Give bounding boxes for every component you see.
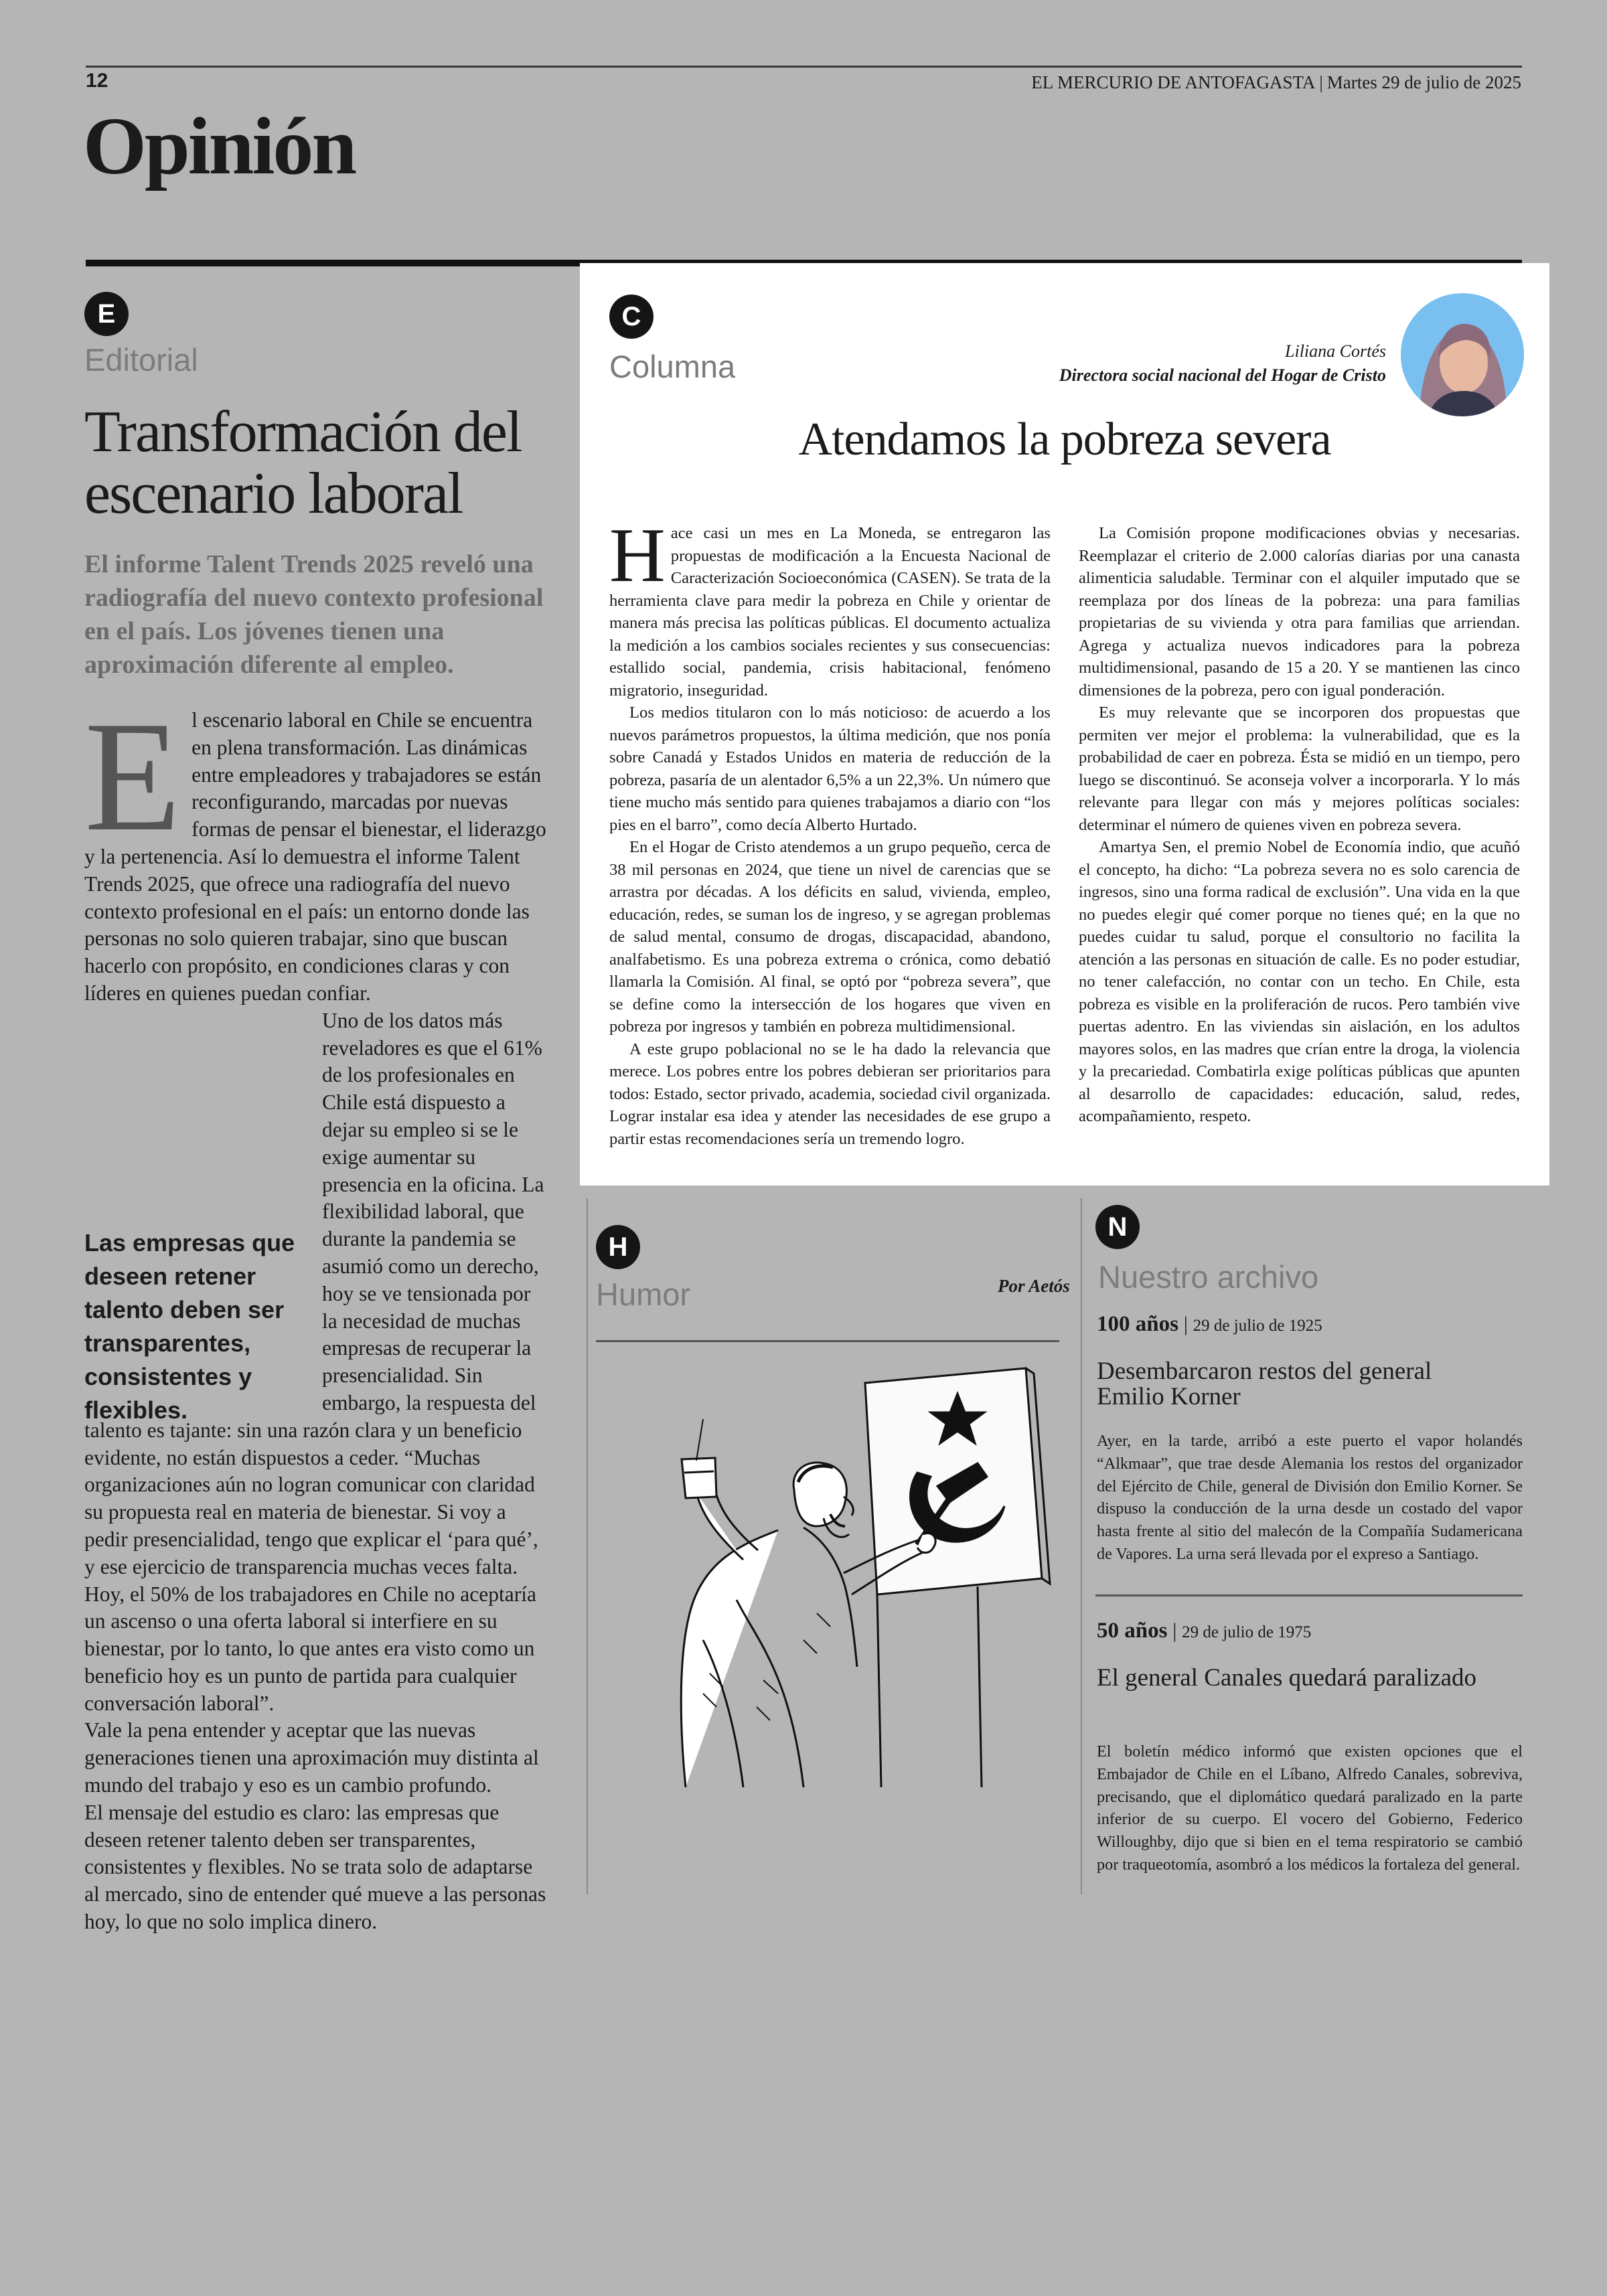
archive-badge: N [1095, 1205, 1140, 1249]
humor-badge: H [596, 1225, 640, 1269]
editorial-paragraph: El mensaje del estudio es claro: las empresas que deseen retener talento deben ser transparentes, consistentes y flexibles. No se trata solo de adaptarse al mercado, sino de entender qué mueve a las personas hoy, lo que no solo implica dinero. [84, 1800, 546, 1934]
cartoon-illustration-icon [603, 1359, 1058, 1787]
column-paragraph: Amartya Sen, el premio Nobel de Economía indio, que acuñó el concepto, ha dicho: “La pobreza severa no es solo carencia de ingresos, sino una forma radical de exclusión”. Una vida en la que no puedes elegir qué comer porque no tienes qué; en la que no puedes cuidar tu salud, porque el consultorio no facilita la atención a las personas en situación de calle. Es no poder estudiar, no tener calefacción, no contar con un techo. En Chile, esta pobreza es visible en la proliferación de rucos. Pero también vive puertas adentro. En las viviendas sin aislación, en los adultos mayores solos, en las madres que crían entre la droga, la violencia y la precariedad. Combatirla exige políticas públicas que apunten al desarrollo de capacidades: educación, salud, redes, acompañamiento, respeto. [1079, 838, 1520, 1125]
humor-kicker: Humor [596, 1277, 691, 1312]
author-portrait-icon [1401, 293, 1524, 416]
editorial-lead: El informe Talent Trends 2025 reveló una radiografía del nuevo contexto profesional en el país. Los jóvenes tienen una aproximación diferente al empleo. [84, 550, 544, 679]
author-role: Directora social nacional del Hogar de Cristo [1059, 365, 1386, 385]
archive-rule [1095, 1594, 1523, 1596]
archive-item-heading: 100 años | 29 de julio de 1925 [1097, 1312, 1322, 1336]
author-photo [1401, 293, 1524, 416]
newspaper-name: EL MERCURIO DE ANTOFAGASTA [1031, 72, 1316, 92]
editorial-paragraph: Uno de los datos más reveladores es que el 61% de los profesionales en Chile está dispuesto a dejar su empleo si se le exige aumentar su presencia en la oficina. La flexibilidad laboral, que durante la pandemia se asumió como un derecho, hoy se ve tensionada por la necesidad de muchas empresas de recuperar la presencialidad. Sin embargo, la respuesta del talento es tajante: sin una razón clara y un beneficio evidente, no están dispuestos a ceder. “Muchas organizaciones aún no logran comunicar con claridad su propuesta real en materia de bienestar. Si voy a pedir presencialidad, tengo que explicar el ‘para qué’, y ese ejercicio de transparencia muchas veces falta. Hoy, el 50% de los trabajadores en Chile no aceptaría un ascenso o una oferta laboral si interfiere en su bienestar, por lo tanto, lo que antes era visto como un beneficio hoy es un punto de partida para cualquier conversación laboral”. [84, 1008, 544, 1715]
masthead-separator: | [1319, 72, 1323, 92]
column-paragraph: La Comisión propone modificaciones obvias y necesarias. Reemplazar el criterio de 2.000 calorías diarias por una canasta alimenticia saludable. Terminar con el alquiler imputado que se reemplaza por dos líneas de la pobreza: una para familias propietarias de su vivienda y otra para familias que arriendan. Agrega y actualiza nuevos indicadores para la pobreza multidimensional, pasando de 15 a 20. Y se mantienen las cinco dimensiones de la pobreza, pero con igual ponderación. [1079, 524, 1520, 700]
archive-kicker: Nuestro archivo [1098, 1259, 1319, 1295]
editorial-paragraph: Vale la pena entender y aceptar que las nuevas generaciones tienen una aproximación muy distinta al mundo del trabajo y eso es un cambio profundo. [84, 1718, 539, 1797]
column-paragraph: A este grupo poblacional no se le ha dado la relevancia que merece. Los pobres entre los pobres debieran ser prioritarios para todos: Estado, sector privado, academia, sociedad civil organizada. Lograr instalar esa idea y atender las necesidades de ese grupo a partir estas recomendaciones sería un tremendo logro. [609, 1040, 1051, 1148]
archive-years: 100 años [1097, 1312, 1178, 1336]
issue-date: Martes 29 de julio de 2025 [1326, 72, 1521, 92]
author-name: Liliana Cortés [1285, 341, 1386, 361]
archive-date: 29 de julio de 1925 [1193, 1317, 1322, 1335]
humor-cartoon [603, 1359, 1058, 1787]
editorial-paragraph: l escenario laboral en Chile se encuentra en plena transformación. Las dinámicas entre empleadores y trabajadores se están reconfigurando, marcadas por nuevas formas de pensar el bienestar, el liderazgo y la pertenencia. Así lo demuestra el informe Talent Trends 2025, que ofrece una radiografía del nuevo contexto profesional en el país: un entorno donde las personas no solo quieren trabajar, sino que buscan hacerlo con propósito, en condiciones claras y con líderes en quienes puedan confiar. [84, 708, 546, 1005]
archive-title: Desembarcaron restos del general Emilio Korner [1097, 1358, 1432, 1410]
header-rule [86, 66, 1522, 68]
archive-years: 50 años [1097, 1619, 1168, 1643]
editorial-title: Transformación del escenario laboral [84, 400, 522, 526]
editorial-dropcap: E [84, 689, 181, 864]
archive-title: El general Canales quedará paralizado [1097, 1664, 1477, 1692]
column-title: Atendamos la pobreza severa [798, 414, 1331, 465]
humor-byline: Por Aetós [998, 1276, 1070, 1296]
column-badge: C [609, 295, 654, 339]
editorial-badge: E [84, 292, 129, 336]
column-divider [587, 1198, 588, 1894]
archive-date: 29 de julio de 1975 [1182, 1623, 1312, 1641]
column-paragraph: Los medios titularon con lo más noticioso: de acuerdo a los nuevos parámetros propuestos, la última medición, que nos ponía sobre Canadá y Estados Unidos en materia de reducción de la pobreza, pasaría de un alentador 6,5% a un 22,3%. Un número que tiene mucho más sentido para quienes trabajamos a diario con “los pies en el barro”, como decía Alberto Hurtado. [609, 704, 1051, 834]
column-kicker: Columna [609, 349, 736, 384]
archive-text: Ayer, en la tarde, arribó a este puerto el vapor holandés “Alkmaar”, que trae desde Alemania los restos del organizador del Ejército de Chile, general de División don Emilio Korner. Se dispuso la conducción de la urna desde un costado del vapor hasta frente al sitio del malecón de la Compañía Sudamericana de Vapores. La urna será llevada por el expreso a Santiago. [1097, 1432, 1523, 1563]
column-paragraph-text: ace casi un mes en La Moneda, se entregaron las propuestas de modificación a la Encuesta Nacional de Caracterización Socioeconómica (CASEN). Se trata de la herramienta clave para medir la pobreza en Chile y orientar de manera más precisa las políticas públicas. El documento actualiza la medición a los cambios sociales recientes y sus consecuencias: estallido social, pandemia, crisis habitacional, fenómeno migratorio, inseguridad. [609, 524, 1051, 700]
column-paragraph: Es muy relevante que se incorporen dos propuestas que permiten ver mejor el problema: la vulnerabilidad, que es la probabilidad de caer en pobreza. Ésta se midió en un tiempo, pero luego se discontinuó. Se aconseja volver a incorporarla. Y lo más relevante para llegar con más y mejores políticas sociales: determinar el número de quienes viven en pobreza severa. [1079, 704, 1520, 834]
column-paragraph [609, 513, 1051, 702]
column-body [609, 513, 1520, 1165]
column-author [1059, 339, 1386, 388]
editorial-kicker: Editorial [84, 342, 198, 378]
column-dropcap: H [609, 513, 666, 598]
archive-item-heading: 50 años | 29 de julio de 1975 [1097, 1619, 1312, 1643]
column-paragraph: En el Hogar de Cristo atendemos a un grupo pequeño, cerca de 38 mil personas en 2024, que tiene un nivel de carencias que se arrastra por décadas. A los déficits en salud, vivienda, empleo, educación, redes, se suman los de ingreso, y se agregan problemas de salud mental, consumo de drogas, discapacidad, abandono, analfabetismo. Es una pobreza extrema o crónica, como debatió llamarla la Comisión. Al final, se optó por “pobreza severa”, que se define como la intersección de los hogares que viven en pobreza por ingresos y también en pobreza multidimensional. [609, 838, 1051, 1036]
humor-rule [596, 1340, 1059, 1342]
column-divider [1081, 1198, 1082, 1894]
archive-text: El boletín médico informó que existen opciones que el Embajador de Chile en el Líbano, Alfredo Canales, sobreviva, precisando, que el diplomático quedará paralizado en la parte inferior de su cuerpo. El vocero del Gobierno, Federico Willoughby, dijo que si bien en el tema respiratorio se cambió por traqueotomía, asombró a los médicos la fortaleza del general. [1097, 1742, 1523, 1874]
section-title: Opinión [83, 101, 356, 191]
page-number: 12 [86, 70, 108, 92]
masthead [1031, 72, 1521, 93]
editorial-pull-quote: Las empresas que deseen retener talento deben ser transparentes, consistentes y flexibles. [84, 1229, 295, 1424]
